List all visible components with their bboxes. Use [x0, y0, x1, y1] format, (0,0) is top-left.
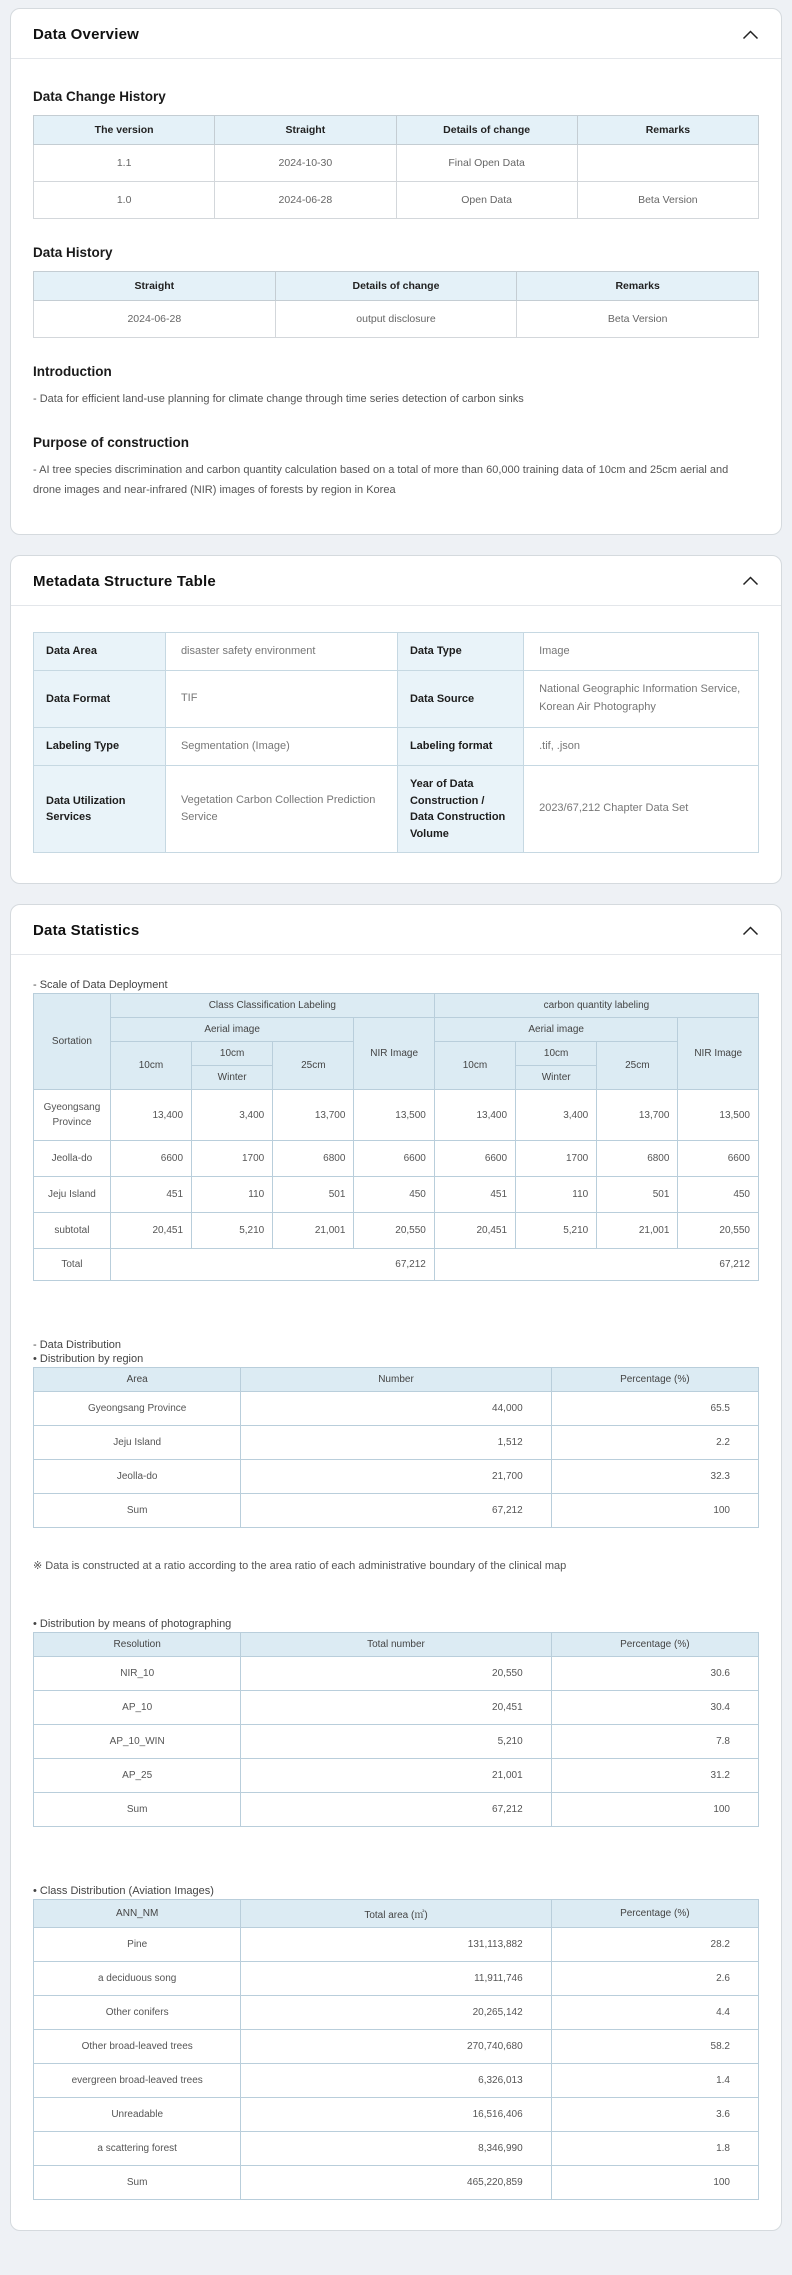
cell: a scattering forest	[34, 2131, 241, 2165]
column-header: Remarks	[577, 116, 758, 145]
field-value: Segmentation (Image)	[165, 727, 397, 766]
cell: 21,001	[273, 1213, 354, 1249]
distribution-label: - Data Distribution	[33, 1339, 122, 1352]
field-value: disaster safety environment	[165, 632, 397, 671]
cell: 1700	[192, 1141, 273, 1177]
total-cell: 67,212	[110, 1249, 434, 1281]
field-value: TIF	[165, 671, 397, 727]
column-header: Details of change	[275, 272, 517, 301]
column-group-header: Aerial image	[110, 1018, 354, 1042]
data-overview-title: Data Overview	[33, 26, 139, 43]
table-row	[34, 301, 759, 338]
table-row	[34, 2097, 759, 2131]
cell: 13,500	[354, 1090, 434, 1141]
data-overview-card	[10, 8, 782, 535]
table-row	[34, 1690, 759, 1724]
table-header-row	[34, 1899, 759, 1927]
cell: 21,001	[597, 1213, 678, 1249]
field-label: Labeling format	[397, 727, 523, 766]
table-row	[34, 1392, 759, 1426]
metadata-card	[10, 555, 782, 884]
table-row	[34, 632, 759, 671]
metadata-header[interactable]	[11, 556, 781, 606]
cell: 1700	[516, 1141, 597, 1177]
table-row	[34, 1961, 759, 1995]
cell: Final Open Data	[396, 145, 577, 182]
table-row	[34, 182, 759, 219]
column-header: Total area (㎡)	[241, 1899, 551, 1927]
column-header: 10cm	[192, 1042, 273, 1066]
cell: 44,000	[241, 1392, 551, 1426]
cell: 451	[434, 1177, 515, 1213]
cell: 5,210	[241, 1724, 551, 1758]
cell: 67,212	[241, 1494, 551, 1528]
cell: Beta Version	[577, 182, 758, 219]
cell: Jeolla-do	[34, 1460, 241, 1494]
column-header: Sortation	[34, 994, 111, 1090]
cell: 8,346,990	[241, 2131, 551, 2165]
chevron-up-icon[interactable]	[742, 576, 759, 586]
table-row	[34, 1995, 759, 2029]
table-row	[34, 2063, 759, 2097]
cell: 11,911,746	[241, 1961, 551, 1995]
cell: a deciduous song	[34, 1961, 241, 1995]
cell: 450	[678, 1177, 759, 1213]
cell: output disclosure	[275, 301, 517, 338]
column-header: Winter	[192, 1066, 273, 1090]
cell: 30.6	[551, 1656, 758, 1690]
purpose-heading: Purpose of construction	[33, 435, 190, 451]
table-row	[34, 1460, 759, 1494]
cell: Beta Version	[517, 301, 759, 338]
cell: 501	[273, 1177, 354, 1213]
cell: 110	[516, 1177, 597, 1213]
table-row	[34, 2029, 759, 2063]
data-statistics-header[interactable]	[11, 905, 781, 955]
column-header: Total number	[241, 1632, 551, 1656]
region-cell: Jeju Island	[34, 1177, 111, 1213]
photo-distribution-table	[33, 1632, 759, 1827]
photo-dist-label: • Distribution by means of photographing	[33, 1617, 232, 1630]
column-header: Resolution	[34, 1632, 241, 1656]
cell: 20,451	[241, 1690, 551, 1724]
field-value: National Geographic Information Service, Korean Air Photography	[524, 671, 759, 727]
cell: 20,550	[354, 1213, 434, 1249]
cell: 13,700	[273, 1090, 354, 1141]
field-label: Data Utilization Services	[34, 766, 166, 853]
cell: Other conifers	[34, 1995, 241, 2029]
cell: NIR_10	[34, 1656, 241, 1690]
cell: 2024-10-30	[215, 145, 396, 182]
table-header-row	[34, 1018, 759, 1042]
column-group-header: Aerial image	[434, 1018, 678, 1042]
cell: AP_25	[34, 1758, 241, 1792]
field-label: Data Type	[397, 632, 523, 671]
cell: 1.0	[34, 182, 215, 219]
metadata-title: Metadata Structure Table	[33, 572, 216, 590]
cell: 13,500	[678, 1090, 759, 1141]
table-row	[34, 1494, 759, 1528]
column-header: The version	[34, 116, 215, 145]
cell: 20,550	[678, 1213, 759, 1249]
region-distribution-table	[33, 1367, 759, 1528]
cell: evergreen broad-leaved trees	[34, 2063, 241, 2097]
column-header: Straight	[215, 116, 396, 145]
field-value: Vegetation Carbon Collection Prediction Service	[165, 766, 397, 853]
table-row	[34, 145, 759, 182]
table-row	[34, 766, 759, 853]
total-label: Total	[34, 1249, 111, 1281]
table-row-total	[34, 1249, 759, 1281]
cell: 58.2	[551, 2029, 758, 2063]
data-statistics-title: Data Statistics	[33, 922, 140, 940]
metadata-table	[33, 632, 759, 853]
table-row	[34, 1141, 759, 1177]
cell: 4.4	[551, 1995, 758, 2029]
cell: 20,265,142	[241, 1995, 551, 2029]
cell: Open Data	[396, 182, 577, 219]
cell	[577, 145, 758, 182]
column-header: Percentage (%)	[551, 1632, 758, 1656]
cell: Sum	[34, 1494, 241, 1528]
cell: 2024-06-28	[215, 182, 396, 219]
cell: AP_10	[34, 1690, 241, 1724]
cell: 501	[597, 1177, 678, 1213]
table-row	[34, 1656, 759, 1690]
cell: 110	[192, 1177, 273, 1213]
table-header-row	[34, 272, 759, 301]
cell: 2.6	[551, 1961, 758, 1995]
table-row	[34, 1213, 759, 1249]
cell: 1.1	[34, 145, 215, 182]
column-header: NIR Image	[678, 1018, 759, 1090]
total-cell: 67,212	[434, 1249, 758, 1281]
change-history-heading: Data Change History	[33, 89, 166, 104]
cell: 6600	[354, 1141, 434, 1177]
cell: 13,400	[434, 1090, 515, 1141]
cell: 13,400	[110, 1090, 191, 1141]
cell: 6600	[110, 1141, 191, 1177]
cell: 1,512	[241, 1426, 551, 1460]
data-overview-body	[11, 59, 781, 534]
field-value: .tif, .json	[524, 727, 759, 766]
column-header: Winter	[516, 1066, 597, 1090]
cell: 100	[551, 2165, 758, 2199]
column-header: ANN_NM	[34, 1899, 241, 1927]
table-row	[34, 1090, 759, 1141]
table-header-row	[34, 994, 759, 1018]
cell: 67,212	[241, 1792, 551, 1826]
column-header: Remarks	[517, 272, 759, 301]
cell: 131,113,882	[241, 1927, 551, 1961]
class-dist-label: • Class Distribution (Aviation Images)	[33, 1884, 214, 1897]
cell: 3.6	[551, 2097, 758, 2131]
cell: 6800	[597, 1141, 678, 1177]
column-header: Percentage (%)	[551, 1899, 758, 1927]
cell: 65.5	[551, 1392, 758, 1426]
cell: 270,740,680	[241, 2029, 551, 2063]
cell: AP_10_WIN	[34, 1724, 241, 1758]
cell: Other broad-leaved trees	[34, 2029, 241, 2063]
region-cell: subtotal	[34, 1213, 111, 1249]
cell: 32.3	[551, 1460, 758, 1494]
chevron-up-icon[interactable]	[742, 30, 759, 40]
scale-label: - Scale of Data Deployment	[33, 979, 168, 992]
cell: 20,451	[434, 1213, 515, 1249]
cell: 6600	[434, 1141, 515, 1177]
introduction-text: - Data for efficient land-use planning for climate change through time series detection of carbon sinks	[33, 393, 524, 405]
ratio-note: ※ Data is constructed at a ratio according to the area ratio of each administrative boundary of the clinical map	[33, 1560, 567, 1573]
cell: Sum	[34, 1792, 241, 1826]
cell: 1.8	[551, 2131, 758, 2165]
class-distribution-table	[33, 1899, 759, 2200]
cell: 465,220,859	[241, 2165, 551, 2199]
column-group-header: carbon quantity labeling	[434, 994, 758, 1018]
column-header: 25cm	[597, 1042, 678, 1090]
cell: 13,700	[597, 1090, 678, 1141]
introduction-heading: Introduction	[33, 364, 112, 379]
data-statistics-card	[10, 904, 782, 2231]
column-header: 25cm	[273, 1042, 354, 1090]
table-row	[34, 1426, 759, 1460]
region-dist-label: • Distribution by region	[33, 1353, 144, 1366]
table-row	[34, 1792, 759, 1826]
table-row	[34, 1927, 759, 1961]
data-overview-header[interactable]	[11, 9, 781, 59]
cell: 450	[354, 1177, 434, 1213]
field-label: Data Format	[34, 671, 166, 727]
cell: Pine	[34, 1927, 241, 1961]
table-row	[34, 1758, 759, 1792]
column-header: 10cm	[434, 1042, 515, 1090]
data-history-table	[33, 271, 759, 338]
cell: 5,210	[516, 1213, 597, 1249]
region-cell: Gyeongsang Province	[34, 1090, 111, 1141]
cell: Unreadable	[34, 2097, 241, 2131]
change-history-table	[33, 115, 759, 219]
cell: 2024-06-28	[34, 301, 276, 338]
cell: 16,516,406	[241, 2097, 551, 2131]
cell: 3,400	[516, 1090, 597, 1141]
field-value: 2023/67,212 Chapter Data Set	[524, 766, 759, 853]
table-row	[34, 1177, 759, 1213]
column-header: Straight	[34, 272, 276, 301]
cell: 30.4	[551, 1690, 758, 1724]
field-value: Image	[524, 632, 759, 671]
column-header: Area	[34, 1368, 241, 1392]
cell: 6,326,013	[241, 2063, 551, 2097]
data-history-heading: Data History	[33, 245, 113, 260]
column-header: NIR Image	[354, 1018, 434, 1090]
table-row	[34, 2131, 759, 2165]
column-header: Percentage (%)	[551, 1368, 758, 1392]
cell: 28.2	[551, 1927, 758, 1961]
cell: 5,210	[192, 1213, 273, 1249]
cell: 20,451	[110, 1213, 191, 1249]
column-header: 10cm	[516, 1042, 597, 1066]
field-label: Year of Data Construction / Data Construction Volume	[397, 766, 523, 853]
scale-table	[33, 993, 759, 1281]
cell: 21,001	[241, 1758, 551, 1792]
table-row	[34, 727, 759, 766]
field-label: Labeling Type	[34, 727, 166, 766]
table-row	[34, 1724, 759, 1758]
column-group-header: Class Classification Labeling	[110, 994, 434, 1018]
cell: 100	[551, 1494, 758, 1528]
cell: 451	[110, 1177, 191, 1213]
cell: 20,550	[241, 1656, 551, 1690]
table-header-row	[34, 1632, 759, 1656]
cell: 31.2	[551, 1758, 758, 1792]
column-header: 10cm	[110, 1042, 191, 1090]
data-statistics-body	[11, 955, 781, 2230]
field-label: Data Area	[34, 632, 166, 671]
purpose-text: - AI tree species discrimination and carbon quantity calculation based on a total of more than 60,000 training data of 10cm and 25cm aerial and drone images and near-infrared (NIR) images of forests by region in Korea	[33, 464, 729, 496]
cell: 7.8	[551, 1724, 758, 1758]
table-header-row	[34, 1368, 759, 1392]
table-header-row	[34, 116, 759, 145]
column-header: Details of change	[396, 116, 577, 145]
region-cell: Jeolla-do	[34, 1141, 111, 1177]
cell: 3,400	[192, 1090, 273, 1141]
cell: Jeju Island	[34, 1426, 241, 1460]
cell: 2.2	[551, 1426, 758, 1460]
cell: 21,700	[241, 1460, 551, 1494]
cell: 6600	[678, 1141, 759, 1177]
table-row	[34, 2165, 759, 2199]
field-label: Data Source	[397, 671, 523, 727]
cell: 1.4	[551, 2063, 758, 2097]
cell: 6800	[273, 1141, 354, 1177]
table-row	[34, 671, 759, 727]
cell: Sum	[34, 2165, 241, 2199]
cell: Gyeongsang Province	[34, 1392, 241, 1426]
metadata-body	[11, 606, 781, 883]
chevron-up-icon[interactable]	[742, 926, 759, 936]
cell: 100	[551, 1792, 758, 1826]
column-header: Number	[241, 1368, 551, 1392]
